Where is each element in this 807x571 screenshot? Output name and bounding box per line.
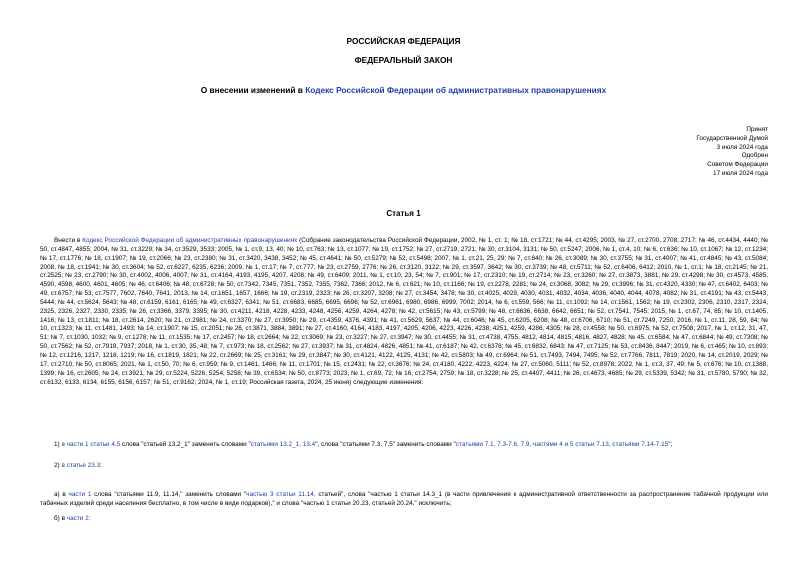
approved-by: Советом Федерации [707,161,768,169]
amendment-item-1 [40,441,768,450]
intro-prefix: Внести в [54,237,83,244]
item-1-text-2: ", слова "статьями 7.3, 7.5" заменить словами " [315,441,456,448]
subject-prefix: О внесении изменений в [200,85,306,95]
law-subject-heading [0,85,807,95]
country-heading [0,36,807,46]
link-article-23-3[interactable]: в статье 23.3 [61,462,101,469]
item-2a-prefix: а) в [54,491,69,498]
item-1-text-1: слова "статьей 13.2_1" заменить словами " [120,441,251,448]
approved-label: Одобрен [741,152,768,160]
item-2b-prefix: б) в [54,515,67,522]
article-intro-paragraph [40,237,768,387]
article-heading [0,209,807,219]
link-articles-13-2-13-4[interactable]: статьями 13.2_1, 13.4 [250,441,316,448]
adopted-by: Государственной Думой [696,134,768,142]
adoption-block [608,126,768,179]
code-link-intro[interactable]: Кодекс Российской Федерации об административных правонарушениях [82,237,298,244]
country-title: РОССИЙСКАЯ ФЕДЕРАЦИЯ [346,36,461,46]
approved-date: 17 июля 2024 года [713,169,768,177]
law-type-title: ФЕДЕРАЛЬНЫЙ ЗАКОН [354,55,453,65]
intro-sources: (Собрание законодательства Российской Федерации, 2002, № 1, ст. 1; № 18, ст.1721; № 44, ст.4295; 2003, № 27, ст.2700, 2708, 2717; № 46, ст.4434, 4440; № 50, ст.4847, 4855; 2004, № 31, ст.3229; № 34, ст.3529, 3533; 2005, № 1, ст.9, 13, 40; № 10, ст.763; № 13, ст.1077; № 19, ст.1752; № 27, ст.2719, 2721; № 30, ст.3104, 3131; № 50, ст.5247; 2006, № 1, ст.4, 10; № 6, ст.636; № 10, ст.1067; № 12, ст.1234; № 17, ст.1776; № 18, ст.1907; № 19, ст.2066; № 23, ст.2380; № 31, ст.3420, 3438, 3452; № 45, ст.4641; № 50, ст.5279; № 52, ст.5498; 2007, № 1, ст.21, 25, 29; № 7, ст.840; № 26, ст.3089; № 30, ст.3755; № 31, ст.4007; № 41, ст.4845; № 43, ст.5084; 2008, № 18, ст.1941; № 30, ст.3604; № 52, ст.6227, 6235, 6236; 2009, № 1, ст.17; № 7, ст.777; № 23, ст.2759, 2776; № 26, ст.3120, 3122; № 29, ст.3597, 3642; № 30, ст.3739; № 48, ст.5711; № 52, ст.6406, 6412; 2010, № 1, ст.1; № 18, ст.2145; № 21, ст.2525; № 23, ст.2790; № 30, ст.4002, 4006, 4007; № 31, ст.4164, 4193, 4195, 4207, 4208; № 49, ст.6409; 2011, № 1, ст.10, 23, 54; № 7, ст.901; № 17, ст.2310; № 19, ст.2714; № 23, ст.3260; № 27, ст.3873, 3881; № 29, ст.4298; № 30, ст.4573, 4585, 4590, 4598, 4600, 4601, 4605; № 46, ст.6406; № 48, ст.6728; № 50, ст.7342, 7345, 7351, 7352, 7355, 7362, 7366; 2012, № 6, ст.621; № 10, ст.1166; № 19, ст.2278, 2281; № 24, ст.3068, 3082; № 29, ст.3996; № 31, ст.4320, 4330; № 47, ст.6402, 6403; № 49, ст.6757; № 53, ст.7577, 7602, 7640, 7641, 2013, № 14, ст.1651, 1657, 1666; № 19, ст.2319, 2323; № 26, ст.3207, 3208; № 27, ст.3454, 3478; № 30, ст.4025, 4029, 4030, 4031, 4032, 4034, 4036, 4040, 4044, 4078, 4082; № 31, ст.4191; № 43, ст.5443, 5444; № 44, ст.5624, 5643; № 48, ст.6159, 6161, 6165; № 49, ст.6327, 6341; № 51, ст.6683, 6685, 6695, 6696; № 52, ст.6961, 6980, 6986, 6999, 7002; 2014, № 6, ст.559, 566; № 11, ст.1092; № 14, ст.1561, 1562; № 19, ст.2302, 2306, 2310, 2317, 2324, 2325, 2326, 2327, 2330, 2335; № 26, ст.3366, 3379, 3395; № 30, ст.4211, 4218, 4228, 4233, 4248, 4256, 4259, 4264, 4278; № 42, ст.5615; № 43, ст.5799; № 48, ст.6636, 6638, 6642, 6651; № 52, ст.7541, 7545; 2015, № 1, ст.67, 74, 85; № 10, ст.1405, 1416; № 13, ст.1811; № 18, ст.2614, 2620; № 21, ст.2981; № 24, ст.3370; № 27, ст.3950; № 29, ст.4359, 4376, 4391; № 41, ст.5629, 5637; № 44, ст.6046; № 45, ст.6205, 6208; № 48, ст.6706, 6710; № 51, ст.7249, 7250; 2016, № 1, ст.11, 28, 59, 84; № 10, ст.1323; № 11, ст.1481, 1493; № 14, ст.1907; № 15, ст.2051; № 26, ст.3871, 3884, 3891; № 27, ст.4160, 4164, 4183, 4197, 4205, 4206, 4223, 4226, 4238, 4251, 4259, 4286, 4305; № 28, ст.4558; № 50, ст.6975; № 52, ст.7508; 2017, № 1, ст.12, 31, 47, 51; № 7, ст.1030, 1032; № 9, ст.1278; № 11, ст.1535; № 17, ст.2457; № 18, ст.2664; № 22, ст.3069; № 23, ст.3227; № 27, ст.3947; № 30, ст.4455; № 31, ст.4738, 4755, 4812, 4814, 4815, 4816, 4827, 4828; № 45, ст.6584; № 47, ст.6844; № 49, ст.7308; № 50, ст.7562; № 52, ст.7919, 7937; 2018, № 1, ст.30, 35, 48; № 7, ст.973; № 18, ст.2562; № 27, ст.3937; № 31, ст.4824, 4826, 4851; № 41, ст.6187; № 42, ст.6378; № 45, ст.6832, 6843; № 47, ст.7125; № 53, ст.8436, 8447; 2019, № 6, ст.465; № 10, ст.893; № 12, ст.1216, 1217, 1218, 1219; № 16, ст.1819, 1821; № 22, ст.2669; № 25, ст.3161; № 29, ст.3847; № 30, ст.4121, 4122, 4125, 4131; № 42, ст.5803; № 49, ст.6964; № 51, ст.7493, 7494, 7495; № 52, ст.7766, 7811, 7819; 2020, № 14, ст.2019, 2029; № 17, ст.2710; № 50, ст.8065; 2021, № 1, ст.50, 70; № 6, ст.959; № 9, ст.1461, 1466; № 11, ст.1701; № 15, ст.2431; № 22, ст.3676; № 24, ст.4180, 4222, 4223, 4224; № 27, ст.5060, 5111; № 52, ст.8978; 2022, № 1, ст.3, 37, 49; № 5, ст.676; № 10, ст.1388, 1399; № 16, ст.2605; № 24, ст.3921; № 29, ст.5224, 5226, 5254, 5258; № 39, ст.6534; № 50, ст.8773; 2023, № 1, ст.69, 72; № 16, ст.2754, 2759; № 18, ст.3228; № 25, ст.4407, 4411; № 26, ст.4673, 4685; № 29, ст.5339, 5342; № 31, ст.5780, 5790; № 32, ст.6132, 6133, 6134, 6155, 6156, 6157; № 51, ст.9162; 2024, № 1, ст.19; Российская газета, 2024, 25 июня) следующие изменения: [40,237,769,386]
item-2b-suffix: : [88,515,91,522]
code-link-heading[interactable]: Кодекс Российской Федерации об административных правонарушениях [305,85,607,95]
adopted-label: Принят [746,126,768,133]
link-articles-7-x[interactable]: статьями 7.1, 7.3-7.6, 7.9, частями 4 и 5 статьи 7.13, статьями 7.14-7.15 [455,441,669,448]
article-title: Статья 1 [386,209,421,218]
item-1-prefix: 1) [54,441,62,448]
amendment-subitem-2a [40,491,768,509]
link-part-1[interactable]: части 1 [68,491,92,498]
item-1-text-3: "; [668,441,673,448]
link-article-4-5[interactable]: в части 1 статьи 4.5 [61,441,121,448]
item-2-prefix: 2) [54,462,62,469]
item-2a-text-1: слова "статьями 11.9, 11.14," заменить словами " [91,491,247,498]
law-type-heading [0,55,807,65]
amendment-item-2 [40,462,768,471]
adopted-date: 3 июля 2024 года [716,143,768,151]
link-part-3-article-11-14[interactable]: частью 3 статьи 11.14, [246,491,316,498]
item-2a-text-2: статьей", слова "частью 1 статьи 14.3_1 (в части привлечения к административной ответственности за распространение табачной продукции или табачных изделий среди населения бесплатно, в том числе в виде подарков)," и слова "частью 1 статьи 20.23, статьей 20.24," исключить; [40,491,768,507]
item-2-suffix: : [100,462,102,469]
amendment-subitem-2b [40,515,768,524]
link-part-2[interactable]: части 2 [66,515,89,522]
